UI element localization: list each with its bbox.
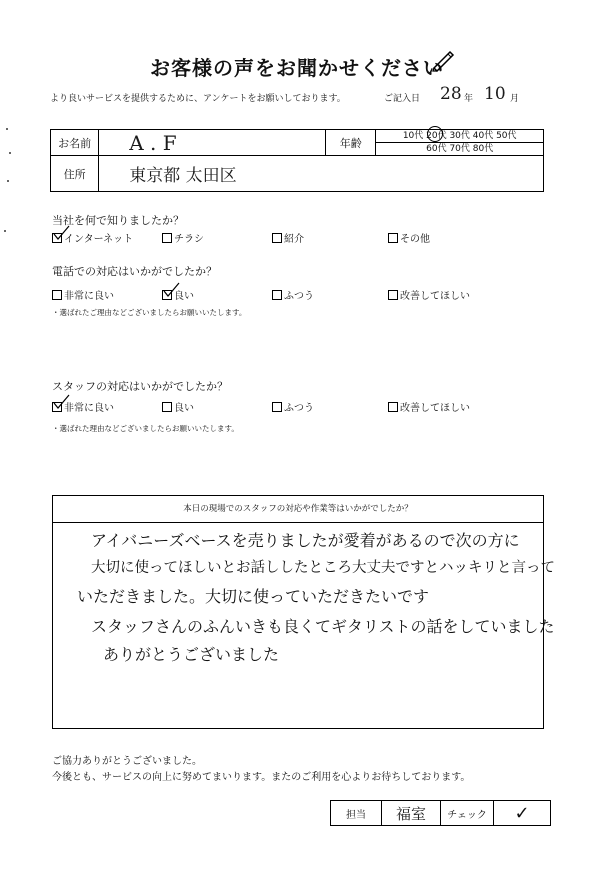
- q3-question: スタッフの対応はいかがでしたか？: [52, 380, 228, 393]
- checkmark-icon: [52, 393, 72, 413]
- option-label: 非常に良い: [64, 291, 114, 302]
- checkbox[interactable]: [162, 233, 172, 243]
- option-label: 改善してほしい: [400, 291, 470, 302]
- q1-option-flyer[interactable]: [162, 230, 204, 245]
- q3-option-improve[interactable]: [388, 399, 470, 414]
- option-label: その他: [400, 234, 430, 245]
- checkmark-icon: [162, 281, 182, 301]
- checkmark-icon: [52, 224, 72, 244]
- scan-mark: [6, 128, 8, 130]
- option-label: 良い: [174, 291, 194, 302]
- age-row-2: 60代 70代 80代: [426, 144, 494, 154]
- survey-intro: より良いサービスを提供するために、アンケートをお願いしております。: [50, 94, 346, 104]
- year-unit: 年: [464, 94, 474, 104]
- age-selected-circle: [427, 126, 443, 142]
- comment-line-4: スタッフさんのふんいきも良くてギタリストの話をしていました: [91, 617, 555, 636]
- checkbox[interactable]: [52, 290, 62, 300]
- date-year: 28: [440, 84, 462, 104]
- name-text: A . F: [129, 130, 177, 155]
- comment-line-1: アイバニーズベースを売りましたが愛着があるので次の方に: [91, 531, 520, 550]
- q3-reason-prompt: ・選ばれた理由などございましたらお願いいたします。: [52, 424, 239, 433]
- q2-question: 電話での対応はいかがでしたか？: [52, 265, 217, 278]
- q1-option-referral[interactable]: [272, 230, 304, 245]
- option-label: 良い: [174, 403, 194, 414]
- q2-option-improve[interactable]: [388, 287, 470, 302]
- checkbox[interactable]: [388, 402, 398, 412]
- q3-option-normal[interactable]: [272, 399, 314, 414]
- option-label: ふつう: [284, 403, 314, 414]
- address-label: 住所: [51, 156, 99, 192]
- checkbox[interactable]: [272, 233, 282, 243]
- address-value[interactable]: [99, 156, 544, 192]
- staff-name-text: 福室: [395, 804, 426, 823]
- q2-option-very-good[interactable]: [52, 287, 114, 302]
- checkbox[interactable]: [162, 402, 172, 412]
- pen-icon: [430, 46, 456, 72]
- month-unit: 月: [510, 94, 520, 104]
- check-label: チェック: [441, 801, 494, 826]
- comment-line-2: 大切に使ってほしいとお話ししたところ大丈夫ですとハッキリと言って: [91, 560, 555, 576]
- date-month: 10: [484, 84, 506, 104]
- age-label: 年齢: [326, 130, 376, 156]
- q1-option-other[interactable]: [388, 230, 430, 245]
- check-mark-icon: ✓: [514, 802, 530, 824]
- checkbox[interactable]: [388, 290, 398, 300]
- option-label: 紹介: [284, 234, 304, 245]
- age-row-1: 10代 20代 30代 40代 50代: [376, 130, 543, 143]
- scan-mark: [4, 230, 6, 232]
- name-label: お名前: [51, 130, 99, 156]
- checkbox[interactable]: [272, 402, 282, 412]
- comment-box[interactable]: [52, 495, 555, 729]
- option-label: 改善してほしい: [400, 403, 470, 414]
- checkbox[interactable]: [272, 290, 282, 300]
- staff-name: [382, 801, 441, 826]
- staff-table: [330, 800, 551, 826]
- closing-line: 今後とも、サービスの向上に努めてまいります。またのご利用を心よりお待ちしております。: [52, 772, 471, 783]
- comment-heading: 本日の現場でのスタッフの対応や作業等はいかがでしたか？: [53, 496, 543, 523]
- q2-option-normal[interactable]: [272, 287, 314, 302]
- option-label: 非常に良い: [64, 403, 114, 414]
- info-table: [50, 129, 544, 192]
- comment-line-5: ありがとうございました: [103, 645, 280, 664]
- option-label: ふつう: [284, 291, 314, 302]
- address-text: 東京都 太田区: [129, 166, 237, 186]
- name-value[interactable]: [99, 130, 326, 156]
- q3-option-good[interactable]: [162, 399, 194, 414]
- scan-mark: [9, 152, 11, 154]
- scan-mark: [7, 180, 9, 182]
- staff-label: 担当: [331, 801, 382, 826]
- option-label: チラシ: [174, 234, 204, 245]
- checkbox[interactable]: [388, 233, 398, 243]
- thanks-line: ご協力ありがとうございました。: [52, 756, 202, 767]
- date-label: ご記入日: [384, 94, 421, 104]
- q2-reason-prompt: ・選ばれたご理由などございましたらお願いいたします。: [52, 308, 247, 317]
- page-title: お客様の声をお聞かせください: [150, 56, 444, 80]
- comment-line-3: いただきました。大切に使っていただきたいです: [77, 587, 430, 606]
- q1-question: 当社を何で知りましたか？: [52, 214, 184, 227]
- age-options[interactable]: [376, 130, 544, 156]
- check-cell: [494, 801, 551, 826]
- option-label: インターネット: [64, 234, 134, 245]
